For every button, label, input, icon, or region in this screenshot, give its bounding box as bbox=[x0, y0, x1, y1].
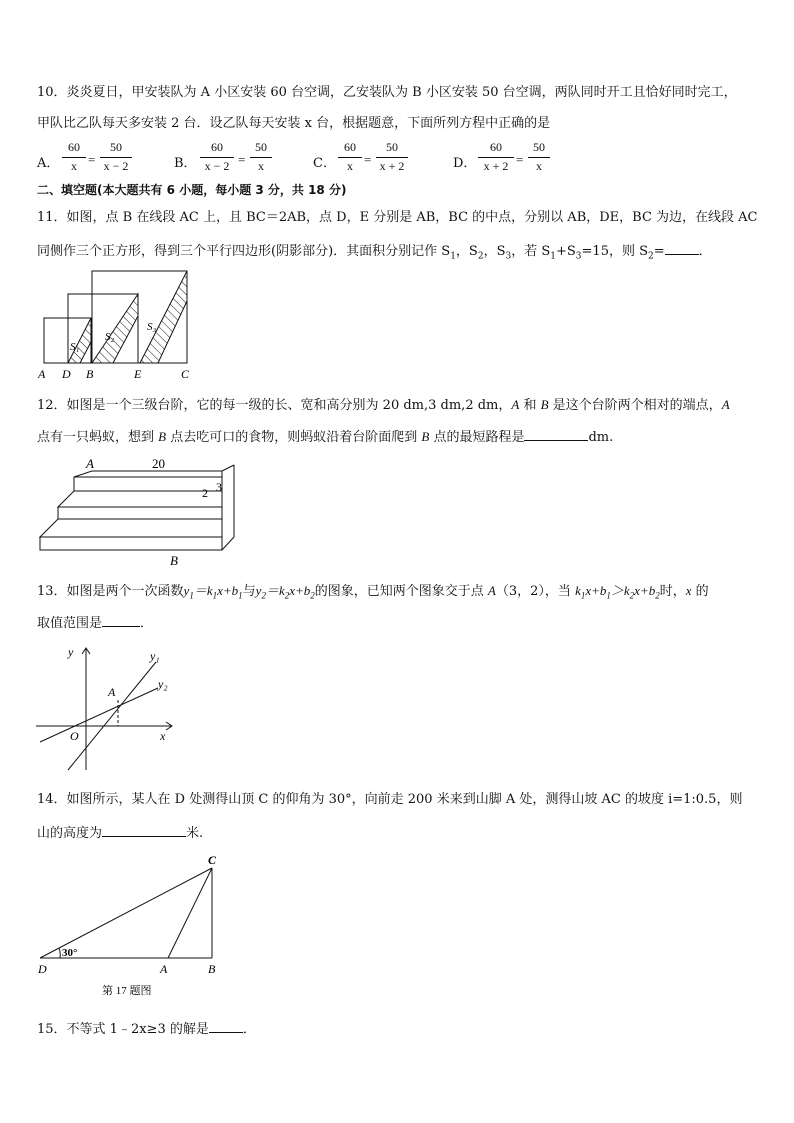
option-label: C． bbox=[313, 156, 336, 171]
point-a: A bbox=[511, 397, 520, 412]
text: 同侧作三个正方形，得到三个平行四边形(阴影部分)．其面积分别记作 S bbox=[37, 244, 451, 259]
fraction bbox=[200, 140, 234, 176]
text: 点有一只蚂蚁，想到 bbox=[37, 430, 159, 445]
denominator: x − 2 bbox=[103, 159, 129, 173]
q14-line1: 14．如图所示，某人在 D 处测得山顶 C 的仰角为 30°，向前走 200 米来到山脚 A 处，测得山坡 AC 的坡度 i=1:0.5，则 bbox=[37, 792, 743, 807]
text: 时， bbox=[659, 584, 686, 599]
denominator: x bbox=[71, 159, 77, 173]
q10-line2: 甲队比乙队每天多安装 2 台．设乙队每天安装 x 台，根据题意，下面所列方程中正确的是 bbox=[37, 116, 551, 131]
label-y2: y₂ bbox=[158, 677, 168, 691]
fraction bbox=[100, 140, 132, 176]
point-a: A bbox=[487, 583, 496, 598]
numerator: 60 bbox=[211, 140, 223, 154]
fraction bbox=[528, 140, 550, 176]
q14-figure bbox=[34, 848, 234, 1000]
q11-line2 bbox=[37, 242, 712, 265]
text: 与 bbox=[242, 584, 256, 599]
text: 13．如图是两个一次函数 bbox=[37, 584, 184, 599]
numerator: 50 bbox=[533, 140, 545, 154]
parallelogram-s2 bbox=[92, 294, 138, 363]
option-label: A． bbox=[37, 156, 60, 171]
text: 米. bbox=[186, 826, 204, 841]
equals-sign: = bbox=[516, 152, 524, 167]
label-s2: S₂ bbox=[105, 331, 115, 343]
q10-line1: 10．炎炎夏日，甲安装队为 A 小区安装 60 台空调，乙安装队为 B 小区安装 50 台空调，两队同时开工且恰好同时完工， bbox=[37, 85, 737, 100]
answer-blank[interactable] bbox=[209, 1020, 243, 1033]
denominator: x bbox=[536, 159, 542, 173]
equation-y1: $y_1=k_1x+b_1$ bbox=[183, 583, 243, 601]
figure-caption: 第 17 题图 bbox=[102, 985, 152, 997]
answer-blank[interactable] bbox=[102, 824, 186, 837]
q13-line1 bbox=[37, 583, 709, 604]
q11-line1: 11．如图，点 B 在线段 AC 上，且 BC＝2AB，点 D，E 分别是 AB，BC 的中点，分别以 AB，DE，BC 为边，在线段 AC bbox=[37, 210, 758, 225]
label-e: E bbox=[134, 367, 142, 381]
denominator: x bbox=[258, 159, 264, 173]
numerator: 50 bbox=[110, 140, 122, 154]
text: ，S bbox=[483, 244, 506, 259]
answer-blank[interactable] bbox=[665, 242, 699, 255]
q13-figure bbox=[34, 642, 184, 774]
text: = bbox=[653, 244, 665, 259]
subscript: 2 bbox=[648, 251, 654, 262]
label-angle: 30° bbox=[62, 947, 78, 959]
inequality: $k_1x+b_1>k_2x+b_2$ bbox=[575, 583, 660, 601]
fraction bbox=[250, 140, 272, 176]
section-heading: 二、填空题(本大题共有 6 小题，每小题 3 分，共 18 分) bbox=[37, 183, 347, 197]
option-label: D． bbox=[453, 156, 477, 171]
text: 12．如图是一个三级台阶，它的每一级的长、宽和高分别为 20 dm,3 dm,2 dm， bbox=[37, 398, 512, 413]
label-y: y bbox=[68, 645, 74, 659]
answer-blank[interactable] bbox=[102, 614, 140, 627]
q12-line1 bbox=[37, 397, 730, 414]
denominator: x + 2 bbox=[483, 159, 509, 173]
text: （3，2），当 bbox=[495, 584, 576, 599]
equals-sign: = bbox=[238, 152, 246, 167]
denominator: x + 2 bbox=[379, 159, 405, 173]
equals-sign: = bbox=[364, 152, 372, 167]
numerator: 60 bbox=[68, 140, 80, 154]
q12-line2 bbox=[37, 428, 613, 446]
label-a: A bbox=[86, 456, 94, 471]
fraction bbox=[62, 140, 86, 176]
q15-line bbox=[37, 1020, 256, 1038]
q12-figure bbox=[36, 455, 236, 570]
text: 是这个台阶两个相对的端点， bbox=[548, 398, 722, 413]
subscript: 1 bbox=[550, 251, 556, 262]
point-b: B bbox=[421, 429, 430, 444]
label-width: 3 bbox=[216, 480, 222, 494]
label-d: D bbox=[38, 962, 47, 976]
numerator: 60 bbox=[344, 140, 356, 154]
q11-figure bbox=[30, 266, 200, 384]
label-d: D bbox=[62, 367, 71, 381]
q13-line2 bbox=[37, 614, 153, 632]
parallelogram-s3 bbox=[140, 271, 187, 363]
denominator: x − 2 bbox=[204, 159, 230, 173]
fraction bbox=[478, 140, 514, 176]
text: 取值范围是 bbox=[37, 616, 103, 631]
numerator: 50 bbox=[386, 140, 398, 154]
subscript: 1 bbox=[450, 251, 456, 262]
text: 山的高度为 bbox=[37, 826, 103, 841]
text: ，S bbox=[455, 244, 478, 259]
answer-blank[interactable] bbox=[524, 428, 588, 441]
text: ． bbox=[242, 1022, 256, 1037]
subscript: 2 bbox=[477, 251, 484, 262]
label-height: 2 bbox=[202, 486, 208, 500]
unit: dm. bbox=[588, 430, 614, 445]
text: +S bbox=[555, 244, 576, 259]
equation-y2: $y_2=k_2x+b_2$ bbox=[255, 583, 315, 601]
text: 的图象，已知两个图象交于点 bbox=[314, 584, 488, 599]
label-s3: S₃ bbox=[147, 321, 157, 333]
subscript: 3 bbox=[505, 251, 512, 262]
label-b: B bbox=[170, 553, 178, 568]
point-b: B bbox=[158, 429, 167, 444]
label-b: B bbox=[86, 367, 94, 381]
label-a: A bbox=[160, 962, 168, 976]
label-y1: y₁ bbox=[150, 649, 160, 663]
text: ． bbox=[140, 616, 154, 631]
text: 15．不等式 1﹣2x≥3 的解是 bbox=[37, 1022, 209, 1037]
numerator: 50 bbox=[255, 140, 267, 154]
text: ． bbox=[698, 244, 712, 259]
text: 点的最短路程是 bbox=[429, 430, 525, 445]
text: ，若 S bbox=[511, 244, 551, 259]
text: =15，则 S bbox=[581, 244, 649, 259]
label-length: 20 bbox=[152, 456, 165, 471]
label-c: C bbox=[181, 367, 190, 381]
q14-line2 bbox=[37, 824, 203, 842]
option-label: B． bbox=[174, 156, 197, 171]
label-a: A bbox=[108, 685, 116, 699]
fraction bbox=[376, 140, 408, 176]
denominator: x bbox=[347, 159, 353, 173]
label-b: B bbox=[208, 962, 216, 976]
label-o: O bbox=[70, 729, 79, 743]
text: 和 bbox=[519, 398, 541, 413]
numerator: 60 bbox=[490, 140, 502, 154]
text: 的 bbox=[691, 584, 709, 599]
point-a: A bbox=[721, 397, 730, 412]
label-x: x bbox=[160, 729, 166, 743]
variable-x: x bbox=[685, 583, 692, 598]
point-b: B bbox=[540, 397, 549, 412]
equals-sign: = bbox=[88, 152, 96, 167]
label-c: C bbox=[208, 853, 217, 867]
label-a: A bbox=[38, 367, 46, 381]
fraction bbox=[338, 140, 362, 176]
text: 点去吃可口的食物，则蚂蚁沿着台阶面爬到 bbox=[166, 430, 422, 445]
label-s1: S₁ bbox=[70, 341, 80, 353]
subscript: 3 bbox=[575, 251, 582, 262]
